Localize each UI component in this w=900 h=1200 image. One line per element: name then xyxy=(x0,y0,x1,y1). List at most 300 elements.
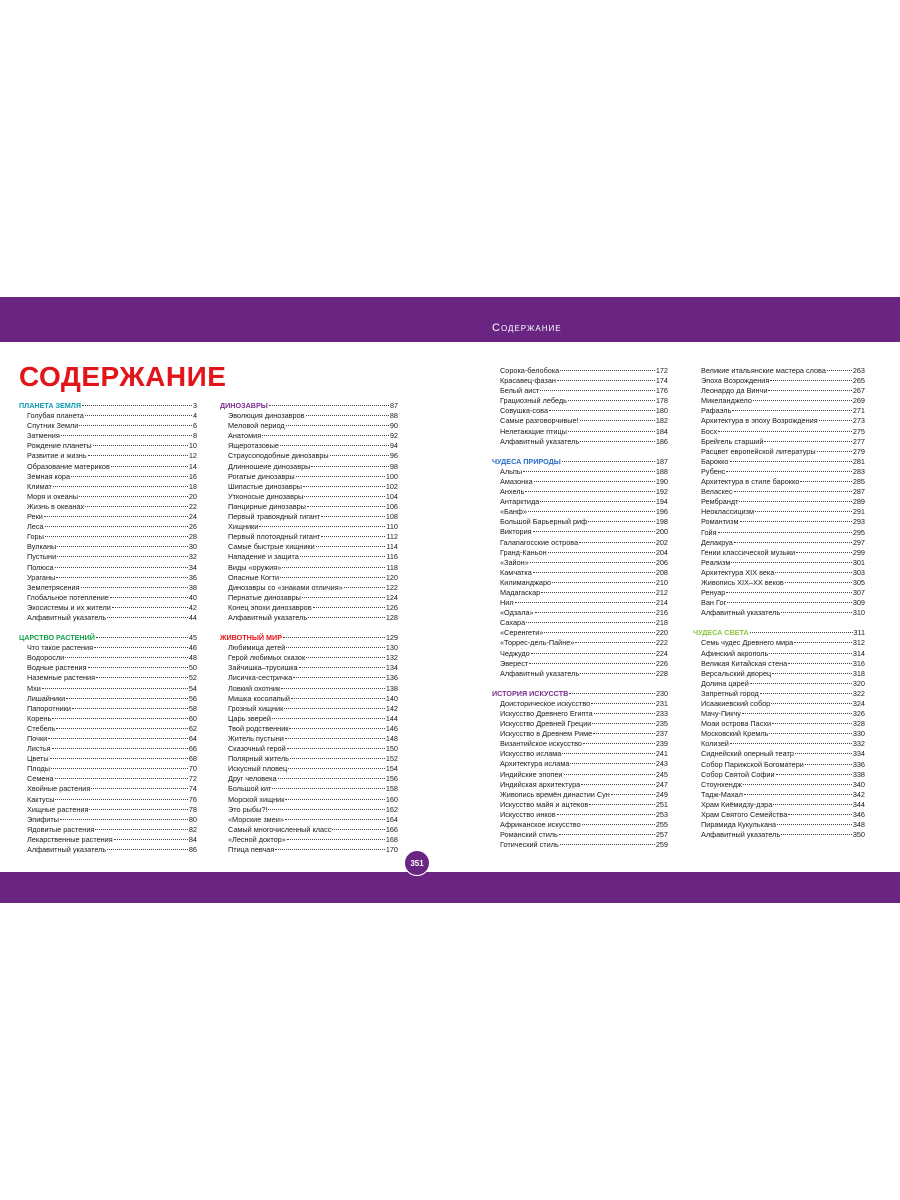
toc-entry[interactable] xyxy=(492,669,668,679)
toc-entry[interactable] xyxy=(492,759,668,769)
toc-entry[interactable] xyxy=(19,673,197,683)
toc-entry-page: 100 xyxy=(385,471,398,481)
toc-entry[interactable] xyxy=(693,729,865,739)
toc-entry[interactable] xyxy=(693,366,865,376)
toc-entry-title: Затмения xyxy=(27,431,60,441)
toc-entry[interactable] xyxy=(492,416,668,426)
toc-entry[interactable] xyxy=(492,538,668,548)
toc-entry-page: 314 xyxy=(852,648,865,658)
toc-entry[interactable] xyxy=(693,588,865,598)
toc-entry[interactable] xyxy=(492,649,668,659)
toc-entry-title: Архитектура ислама xyxy=(500,759,570,769)
toc-entry[interactable] xyxy=(19,835,197,845)
toc-entry[interactable] xyxy=(19,734,197,744)
toc-entry-title: Самые разговорчивые! xyxy=(500,416,579,426)
toc-section-title: ЖИВОТНЫЙ МИР xyxy=(220,633,282,643)
toc-entry[interactable] xyxy=(19,784,197,794)
dot-leader xyxy=(731,562,851,563)
toc-entry[interactable] xyxy=(492,719,668,729)
toc-entry[interactable] xyxy=(19,754,197,764)
toc-entry-page: 316 xyxy=(852,658,865,668)
toc-entry[interactable] xyxy=(19,603,197,613)
toc-entry[interactable] xyxy=(19,552,197,562)
dot-leader xyxy=(275,849,385,850)
dot-leader xyxy=(311,466,388,467)
toc-entry[interactable] xyxy=(19,613,197,623)
toc-entry[interactable] xyxy=(693,598,865,608)
toc-entry-page: 312 xyxy=(852,638,865,648)
toc-entry[interactable] xyxy=(693,578,865,588)
toc-entry-page: 126 xyxy=(385,602,398,612)
toc-entry-title: Архитектура в эпоху Возрождения xyxy=(701,416,818,426)
toc-entry-page: 275 xyxy=(852,426,865,436)
toc-entry-title: Мишка косолапый xyxy=(228,693,290,703)
toc-entry[interactable] xyxy=(220,694,398,704)
toc-entry[interactable] xyxy=(220,795,398,805)
toc-entry[interactable] xyxy=(492,659,668,669)
toc-entry[interactable] xyxy=(220,502,398,512)
toc-entry-title: Опасные Когти xyxy=(228,572,280,582)
toc-entry[interactable] xyxy=(220,774,398,784)
toc-entry-page: 328 xyxy=(852,719,865,729)
dot-leader xyxy=(93,445,188,446)
toc-entry-page: 40 xyxy=(188,592,197,602)
toc-entry[interactable] xyxy=(220,835,398,845)
toc-entry[interactable] xyxy=(19,845,197,855)
toc-entry[interactable] xyxy=(492,729,668,739)
toc-entry-title: Корень xyxy=(27,713,52,723)
toc-section-heading[interactable] xyxy=(19,633,197,643)
toc-entry-page: 265 xyxy=(852,376,865,386)
toc-entry[interactable] xyxy=(693,739,865,749)
toc-entry[interactable] xyxy=(220,653,398,663)
toc-entry[interactable] xyxy=(693,790,865,800)
dot-leader xyxy=(525,491,654,492)
toc-entry[interactable] xyxy=(19,805,197,815)
toc-column-2 xyxy=(220,401,398,865)
toc-entry[interactable] xyxy=(19,421,197,431)
toc-section-title: ЧУДЕСА ПРИРОДЫ xyxy=(492,456,561,466)
toc-entry[interactable] xyxy=(693,820,865,830)
toc-entry[interactable] xyxy=(19,815,197,825)
toc-entry-page: 38 xyxy=(188,582,197,592)
toc-entry-title: Микеланджело xyxy=(701,396,752,406)
toc-entry[interactable] xyxy=(19,714,197,724)
toc-entry-page: 136 xyxy=(385,673,398,683)
toc-entry[interactable] xyxy=(19,593,197,603)
toc-entry[interactable] xyxy=(492,396,668,406)
toc-entry[interactable] xyxy=(693,810,865,820)
toc-entry[interactable] xyxy=(220,734,398,744)
toc-entry[interactable] xyxy=(492,840,668,850)
toc-entry[interactable] xyxy=(220,673,398,683)
toc-entry[interactable] xyxy=(492,638,668,648)
toc-entry[interactable] xyxy=(220,764,398,774)
toc-entry-title: Семь чудес Древнего мира xyxy=(701,638,794,648)
toc-entry[interactable] xyxy=(492,618,668,628)
toc-entry[interactable] xyxy=(220,573,398,583)
dot-leader xyxy=(583,743,655,744)
toc-entry[interactable] xyxy=(19,704,197,714)
toc-entry[interactable] xyxy=(693,376,865,386)
toc-entry-title: Житель пустыни xyxy=(228,734,284,743)
toc-entry-page: 293 xyxy=(852,517,865,527)
toc-entry[interactable] xyxy=(19,482,197,492)
toc-entry-page: 220 xyxy=(655,628,668,638)
toc-entry[interactable] xyxy=(492,578,668,588)
toc-entry-page: 178 xyxy=(655,396,668,406)
toc-entry-title: Босх xyxy=(701,426,718,436)
toc-entry[interactable] xyxy=(693,457,865,467)
toc-entry[interactable] xyxy=(492,366,668,376)
toc-entry[interactable] xyxy=(220,421,398,431)
toc-entry-page: 60 xyxy=(188,713,197,723)
toc-entry-title: Первый травоядный гигант xyxy=(228,512,321,522)
toc-entry[interactable] xyxy=(492,790,668,800)
toc-entry-title: Динозавры со «знаками отличия» xyxy=(228,582,343,592)
toc-entry[interactable] xyxy=(492,709,668,719)
toc-entry[interactable] xyxy=(220,532,398,542)
toc-entry[interactable] xyxy=(693,497,865,507)
toc-entry-title: Искусство в Древнем Риме xyxy=(500,729,593,739)
dot-leader xyxy=(769,733,851,734)
toc-entry-title: Мадагаскар xyxy=(500,587,541,597)
toc-entry[interactable] xyxy=(220,815,398,825)
toc-entry[interactable] xyxy=(492,437,668,447)
toc-entry[interactable] xyxy=(492,749,668,759)
toc-entry[interactable] xyxy=(492,376,668,386)
toc-entry[interactable] xyxy=(19,724,197,734)
toc-entry[interactable] xyxy=(693,638,865,648)
toc-entry[interactable] xyxy=(693,749,865,759)
toc-entry-title: Исаакиевский собор xyxy=(701,699,771,708)
toc-entry[interactable] xyxy=(19,502,197,512)
toc-entry[interactable] xyxy=(220,613,398,623)
toc-entry-title: Тадж-Махал xyxy=(701,789,743,799)
toc-entry[interactable] xyxy=(19,694,197,704)
toc-entry[interactable] xyxy=(220,754,398,764)
toc-entry[interactable] xyxy=(693,538,865,548)
toc-entry[interactable] xyxy=(693,416,865,426)
dot-leader xyxy=(45,536,188,537)
toc-entry[interactable] xyxy=(492,548,668,558)
toc-entry[interactable] xyxy=(492,608,668,618)
page-title: СОДЕРЖАНИЕ xyxy=(19,361,227,392)
toc-entry[interactable] xyxy=(220,603,398,613)
toc-entry-page: 241 xyxy=(655,749,668,759)
toc-entry[interactable] xyxy=(693,487,865,497)
toc-entry[interactable] xyxy=(19,512,197,522)
toc-entry-page: 138 xyxy=(385,683,398,693)
toc-section-title: ДИНОЗАВРЫ xyxy=(220,401,268,410)
toc-entry[interactable] xyxy=(492,739,668,749)
toc-entry[interactable] xyxy=(693,830,865,840)
toc-entry[interactable] xyxy=(19,563,197,573)
toc-section-heading[interactable] xyxy=(220,633,398,643)
dot-leader xyxy=(50,758,188,759)
toc-entry-page: 301 xyxy=(852,557,865,567)
toc-entry[interactable] xyxy=(220,563,398,573)
toc-section xyxy=(492,366,668,447)
toc-entry-page: 267 xyxy=(852,386,865,396)
toc-entry-page: 338 xyxy=(852,769,865,779)
toc-entry[interactable] xyxy=(492,427,668,437)
toc-entry[interactable] xyxy=(492,699,668,709)
toc-entry[interactable] xyxy=(19,451,197,461)
dot-leader xyxy=(526,622,655,623)
toc-entry[interactable] xyxy=(19,573,197,583)
toc-section-heading[interactable] xyxy=(220,401,398,411)
toc-entry-title: Грозный хищник xyxy=(228,703,284,713)
toc-entry[interactable] xyxy=(693,548,865,558)
toc-entry[interactable] xyxy=(220,724,398,734)
dot-leader xyxy=(548,552,655,553)
toc-entry[interactable] xyxy=(492,598,668,608)
toc-entry[interactable] xyxy=(220,411,398,421)
dot-leader xyxy=(259,526,385,527)
toc-entry[interactable] xyxy=(693,427,865,437)
toc-entry[interactable] xyxy=(19,684,197,694)
dot-leader xyxy=(771,703,852,704)
toc-entry-page: 152 xyxy=(385,754,398,764)
toc-entry[interactable] xyxy=(492,517,668,527)
toc-section-heading[interactable] xyxy=(492,689,668,699)
toc-entry[interactable] xyxy=(19,542,197,552)
toc-entry[interactable] xyxy=(492,810,668,820)
toc-entry-page: 42 xyxy=(188,602,197,612)
dot-leader xyxy=(562,461,655,462)
dot-leader xyxy=(72,708,188,709)
toc-entry-page: 104 xyxy=(385,491,398,501)
toc-entry[interactable] xyxy=(19,462,197,472)
toc-entry[interactable] xyxy=(19,795,197,805)
dot-leader xyxy=(285,738,385,739)
toc-section xyxy=(19,401,197,623)
toc-entry-page: 182 xyxy=(655,416,668,426)
toc-entry-title: Что такое растения xyxy=(27,643,94,653)
dot-leader xyxy=(785,582,852,583)
toc-entry-page: 243 xyxy=(655,759,668,769)
toc-entry[interactable] xyxy=(220,431,398,441)
toc-entry-page: 297 xyxy=(852,537,865,547)
dot-leader xyxy=(280,577,385,578)
toc-entry[interactable] xyxy=(220,825,398,835)
toc-entry[interactable] xyxy=(693,659,865,669)
dot-leader xyxy=(79,425,192,426)
toc-entry[interactable] xyxy=(492,588,668,598)
toc-entry[interactable] xyxy=(693,386,865,396)
toc-entry[interactable] xyxy=(220,593,398,603)
toc-entry[interactable] xyxy=(693,689,865,699)
dot-leader xyxy=(110,597,188,598)
toc-entry[interactable] xyxy=(220,845,398,855)
toc-entry[interactable] xyxy=(220,784,398,794)
toc-entry-title: Делакруа xyxy=(701,537,733,547)
toc-entry[interactable] xyxy=(693,558,865,568)
dot-leader xyxy=(57,546,188,547)
toc-column-4 xyxy=(693,366,865,850)
toc-entry-title: Горы xyxy=(27,532,44,542)
toc-entry[interactable] xyxy=(492,558,668,568)
toc-entry[interactable] xyxy=(693,719,865,729)
toc-entry-page: 154 xyxy=(385,764,398,774)
dot-leader xyxy=(107,617,188,618)
toc-entry[interactable] xyxy=(492,507,668,517)
toc-entry-title: Эволюция динозавров xyxy=(228,411,305,421)
dot-leader xyxy=(53,486,188,487)
toc-entry-page: 212 xyxy=(655,587,668,597)
toc-entry[interactable] xyxy=(492,487,668,497)
toc-entry-title: Версальский дворец xyxy=(701,668,772,678)
toc-entry[interactable] xyxy=(492,628,668,638)
toc-section-page: 45 xyxy=(189,633,197,643)
toc-entry-title: Альпы xyxy=(500,466,523,476)
dot-leader xyxy=(262,435,389,436)
toc-entry[interactable] xyxy=(693,679,865,689)
dot-leader xyxy=(332,829,384,830)
toc-entry-page: 324 xyxy=(852,699,865,708)
toc-entry[interactable] xyxy=(220,441,398,451)
toc-entry[interactable] xyxy=(693,649,865,659)
toc-entry[interactable] xyxy=(693,608,865,618)
toc-entry[interactable] xyxy=(19,774,197,784)
dot-leader xyxy=(732,410,851,411)
toc-entry[interactable] xyxy=(693,709,865,719)
dot-leader xyxy=(282,567,385,568)
dot-leader xyxy=(788,663,852,664)
toc-entry[interactable] xyxy=(220,583,398,593)
toc-entry[interactable] xyxy=(220,512,398,522)
toc-entry[interactable] xyxy=(220,451,398,461)
dot-leader xyxy=(560,844,655,845)
toc-entry-title: Алфавитный указатель xyxy=(228,612,308,622)
toc-entry[interactable] xyxy=(19,825,197,835)
toc-entry[interactable] xyxy=(693,437,865,447)
toc-entry[interactable] xyxy=(19,411,197,421)
toc-entry[interactable] xyxy=(693,447,865,457)
toc-entry[interactable] xyxy=(492,386,668,396)
toc-entry-title: Хищники xyxy=(228,522,259,532)
toc-entry[interactable] xyxy=(693,760,865,770)
toc-entry[interactable] xyxy=(693,396,865,406)
toc-entry[interactable] xyxy=(492,406,668,416)
dot-leader xyxy=(523,471,655,472)
toc-entry[interactable] xyxy=(693,507,865,517)
toc-entry[interactable] xyxy=(220,552,398,562)
toc-entry-title: Леонардо да Винчи xyxy=(701,386,768,396)
toc-entry[interactable] xyxy=(220,643,398,653)
toc-entry-title: Листья xyxy=(27,744,51,754)
toc-entry[interactable] xyxy=(220,492,398,502)
toc-entry[interactable] xyxy=(19,522,197,532)
toc-entry-title: Живопись времён династии Сун xyxy=(500,789,610,799)
dot-leader xyxy=(557,814,655,815)
toc-entry[interactable] xyxy=(19,583,197,593)
toc-entry-title: «Торрес-дель-Пайне» xyxy=(500,638,575,648)
toc-entry-page: 120 xyxy=(385,572,398,582)
toc-entry[interactable] xyxy=(492,527,668,537)
toc-entry[interactable] xyxy=(19,492,197,502)
dot-leader xyxy=(280,445,389,446)
toc-entry-page: 64 xyxy=(188,734,197,743)
toc-entry[interactable] xyxy=(492,780,668,790)
toc-entry[interactable] xyxy=(220,805,398,815)
toc-entry[interactable] xyxy=(492,830,668,840)
dot-leader xyxy=(533,572,655,573)
toc-entry[interactable] xyxy=(693,517,865,527)
toc-entry-page: 130 xyxy=(385,643,398,653)
toc-entry[interactable] xyxy=(220,482,398,492)
toc-entry-title: Гранд-Каньон xyxy=(500,547,547,557)
toc-entry[interactable] xyxy=(693,699,865,709)
toc-entry[interactable] xyxy=(492,820,668,830)
toc-section-heading[interactable] xyxy=(492,457,668,467)
toc-entry[interactable] xyxy=(220,704,398,714)
toc-entry-title: Мачу-Пикчу xyxy=(701,709,741,719)
toc-entry[interactable] xyxy=(220,472,398,482)
toc-entry[interactable] xyxy=(492,568,668,578)
toc-entry[interactable] xyxy=(19,441,197,451)
toc-entry[interactable] xyxy=(19,472,197,482)
toc-entry[interactable] xyxy=(693,568,865,578)
footer-band xyxy=(0,872,900,903)
toc-entry[interactable] xyxy=(19,431,197,441)
toc-entry-page: 164 xyxy=(385,814,398,824)
toc-entry[interactable] xyxy=(693,406,865,416)
toc-entry-page: 30 xyxy=(188,542,197,552)
toc-entry[interactable] xyxy=(220,714,398,724)
toc-entry[interactable] xyxy=(19,663,197,673)
toc-entry-title: Анхель xyxy=(500,487,525,497)
toc-entry[interactable] xyxy=(492,467,668,477)
toc-entry-title: Гойя xyxy=(701,527,717,537)
toc-entry[interactable] xyxy=(220,542,398,552)
toc-entry[interactable] xyxy=(492,497,668,507)
toc-entry[interactable] xyxy=(220,522,398,532)
toc-entry[interactable] xyxy=(19,764,197,774)
toc-entry[interactable] xyxy=(693,528,865,538)
toc-entry[interactable] xyxy=(492,770,668,780)
toc-entry-page: 295 xyxy=(852,527,865,537)
dot-leader xyxy=(296,476,385,477)
toc-entry[interactable] xyxy=(220,744,398,754)
toc-entry[interactable] xyxy=(19,643,197,653)
toc-entry[interactable] xyxy=(19,744,197,754)
toc-entry[interactable] xyxy=(220,684,398,694)
toc-entry[interactable] xyxy=(693,467,865,477)
toc-entry[interactable] xyxy=(693,477,865,487)
toc-entry[interactable] xyxy=(492,477,668,487)
toc-entry-page: 188 xyxy=(655,466,668,476)
toc-section-heading[interactable] xyxy=(19,401,197,411)
toc-entry[interactable] xyxy=(220,663,398,673)
dot-leader xyxy=(531,653,655,654)
dot-leader xyxy=(287,839,385,840)
dot-leader xyxy=(800,481,851,482)
toc-entry[interactable] xyxy=(693,669,865,679)
toc-entry-title: Друг человека xyxy=(228,774,277,784)
toc-entry[interactable] xyxy=(693,770,865,780)
toc-entry[interactable] xyxy=(19,653,197,663)
toc-entry-title: Морской хищник xyxy=(228,794,285,804)
toc-entry[interactable] xyxy=(492,800,668,810)
toc-entry[interactable] xyxy=(693,800,865,810)
toc-entry-page: 214 xyxy=(655,598,668,608)
toc-entry[interactable] xyxy=(693,780,865,790)
toc-entry[interactable] xyxy=(19,532,197,542)
toc-section-heading[interactable] xyxy=(693,628,865,638)
toc-entry[interactable] xyxy=(220,462,398,472)
